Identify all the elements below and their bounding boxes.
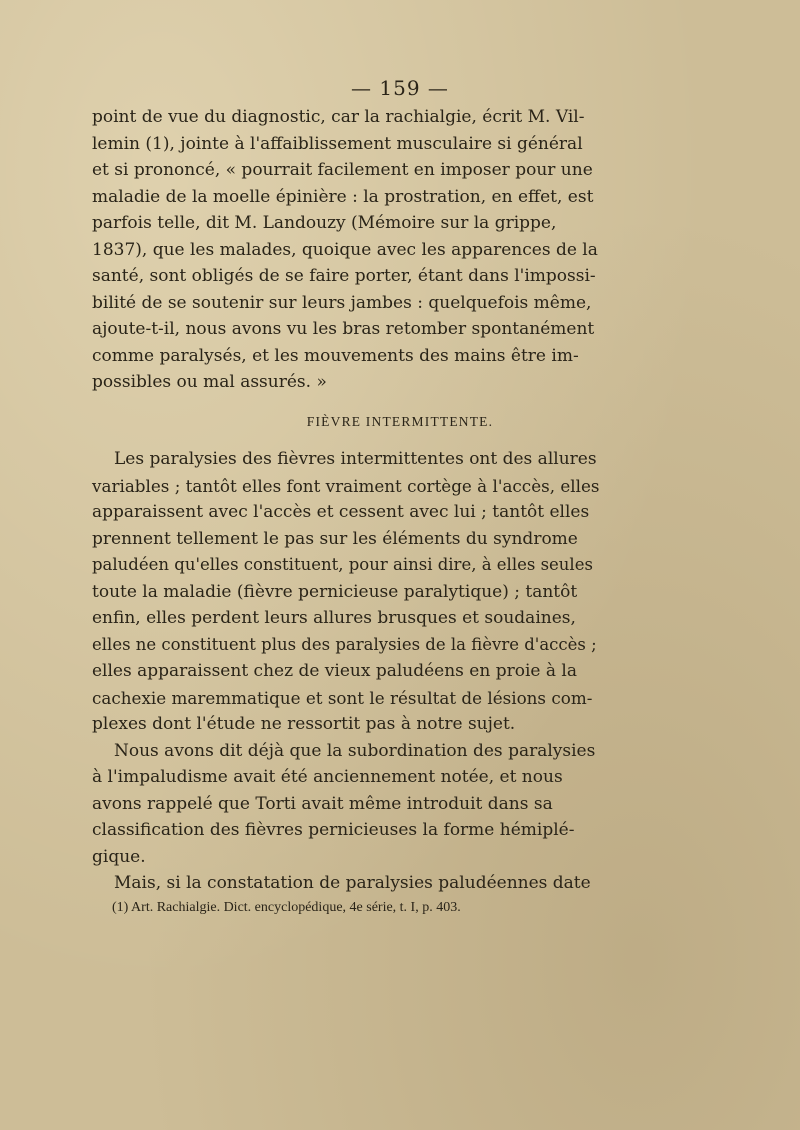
text-line: prennent tellement le pas sur les éléments du syndrome <box>92 528 578 549</box>
text-line: classification des fièvres pernicieuses la forme hémiplé- <box>92 820 575 840</box>
text-line: point de vue du diagnostic, car la rachialgie, écrit M. Vil- <box>92 107 585 127</box>
text-line: santé, sont obligés de se faire porter, étant dans l'impossi- <box>92 266 596 286</box>
text-line: à l'impaludisme avait été anciennement notée, et nous <box>92 767 563 787</box>
text-line: toute la maladie (fièvre pernicieuse paralytique) ; tantôt <box>92 581 578 602</box>
text-line: Nous avons dit déjà que la subordination des paralysies <box>114 740 596 761</box>
text-line: Les paralysies des fièvres intermittentes ont des allures <box>114 449 597 469</box>
section-heading: FIÈVRE INTERMITTENTE. <box>306 414 494 429</box>
paragraph-grippe-quote <box>92 104 598 396</box>
text-line: plexes dont l'étude ne ressortit pas à notre sujet. <box>92 714 516 734</box>
text-line: apparaissent avec l'accès et cessent avec lui ; tantôt elles <box>92 502 590 522</box>
text-line: et si prononcé, « pourrait facilement en imposer pour une <box>92 160 593 180</box>
text-line: avons rappelé que Torti avait même introduit dans sa <box>92 793 553 814</box>
text-line: lemin (1), jointe à l'affaiblissement musculaire si général <box>92 133 583 154</box>
text-line: variables ; tantôt elles font vraiment cortège à l'accès, elles <box>92 475 600 496</box>
text-line: comme paralysés, et les mouvements des mains être im- <box>92 345 579 366</box>
text-line: parfois telle, dit M. Landouzy (Mémoire sur la grippe, <box>92 213 557 233</box>
text-line: elles ne constituent plus des paralysies de la fièvre d'accès ; <box>92 634 597 654</box>
text-line: 1837), que les malades, quoique avec les apparences de la <box>92 239 598 260</box>
text-line: gique. <box>92 846 146 867</box>
footnote: (1) Art. Rachialgie. Dict. encyclopédique, 4e série, t. I, p. 403. <box>112 900 461 915</box>
text-line: cachexie maremmatique et sont le résultat de lésions com- <box>92 687 593 708</box>
page-number: — 159 — <box>351 76 449 100</box>
paragraph-intermittent-fever <box>92 446 598 897</box>
text-line: paludéen qu'elles constituent, pour ainsi dire, à elles seules <box>92 555 593 574</box>
text-line: bilité de se soutenir sur leurs jambes : quelquefois même, <box>92 292 592 313</box>
text-line: ajoute-t-il, nous avons vu les bras retomber spontanément <box>92 319 595 339</box>
text-line: enfin, elles perdent leurs allures brusques et soudaines, <box>92 608 576 628</box>
text-line: elles apparaissent chez de vieux paludéens en proie à la <box>92 661 577 681</box>
text-line: possibles ou mal assurés. » <box>92 372 327 392</box>
text-line: Mais, si la constatation de paralysies paludéennes date <box>114 873 591 893</box>
text-line: maladie de la moelle épinière : la prostration, en effet, est <box>92 186 594 207</box>
